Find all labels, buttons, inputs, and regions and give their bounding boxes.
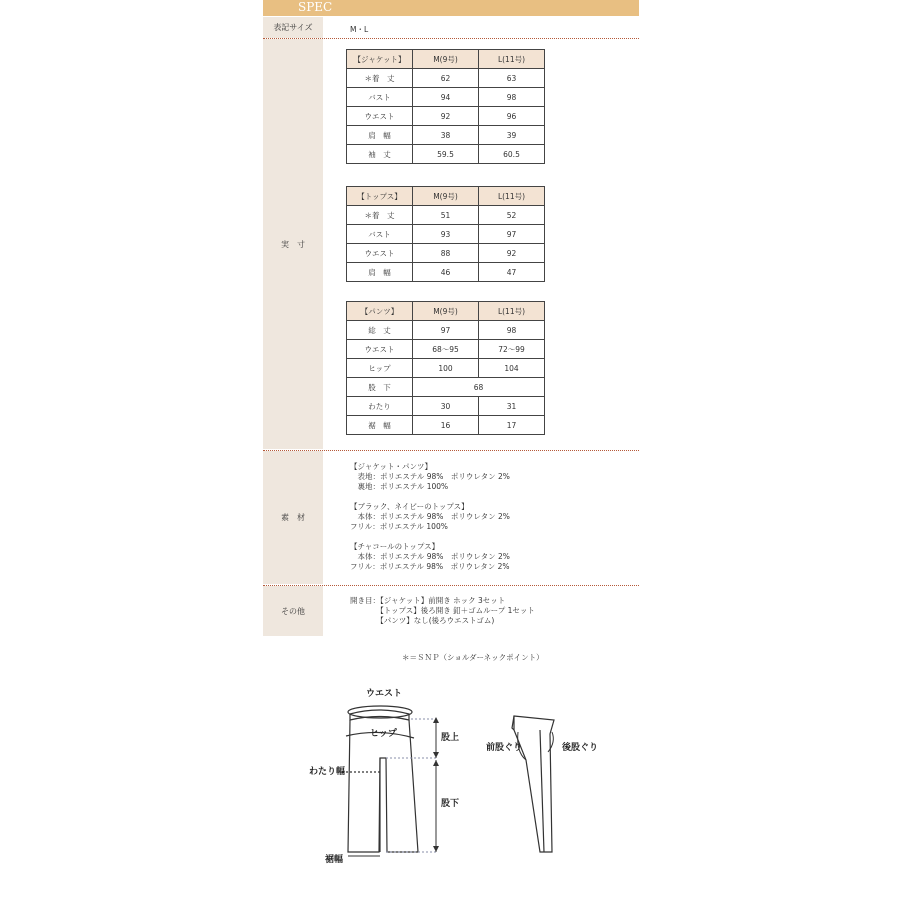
front-rise-label: 前股ぐり <box>486 743 523 753</box>
cell-m: 46 <box>413 263 479 282</box>
cell-m: 30 <box>413 397 479 416</box>
cell-m: 62 <box>413 69 479 88</box>
spec-header-bar <box>263 0 639 16</box>
cell-l: 31 <box>479 397 545 416</box>
cell-m: 51 <box>413 206 479 225</box>
table-row <box>347 225 545 244</box>
table-row <box>347 321 545 340</box>
cell-m: 92 <box>413 107 479 126</box>
row-label: ウエスト <box>347 107 413 126</box>
table-row <box>347 263 545 282</box>
cell-l: 98 <box>479 88 545 107</box>
material-label: 素 材 <box>263 451 323 584</box>
cell-l: 97 <box>479 225 545 244</box>
table-header-cell: M(9号) <box>413 302 479 321</box>
row-label: ＊着 丈 <box>347 206 413 225</box>
table-row <box>347 126 545 145</box>
cell-l: 104 <box>479 359 545 378</box>
cell-l: 47 <box>479 263 545 282</box>
tops-table <box>346 186 545 282</box>
cell-l: 63 <box>479 69 545 88</box>
table-row <box>347 88 545 107</box>
hem-label: 裾幅 <box>325 855 344 865</box>
table-row <box>347 145 545 164</box>
cell-m: 16 <box>413 416 479 435</box>
table-row <box>347 416 545 435</box>
row-label: バスト <box>347 225 413 244</box>
measure-label: 実 寸 <box>263 39 323 449</box>
row-label: わたり <box>347 397 413 416</box>
cell-m: 94 <box>413 88 479 107</box>
cell-l: 39 <box>479 126 545 145</box>
snp-note: ＊＝ＳＮＰ（ショルダーネックポイント） <box>402 653 544 662</box>
row-label: 裾 幅 <box>347 416 413 435</box>
row-label: 総 丈 <box>347 321 413 340</box>
cell-m: 38 <box>413 126 479 145</box>
table-header-cell: 【ジャケット】 <box>347 50 413 69</box>
table-header-cell: M(9号) <box>413 187 479 206</box>
cell-l: 52 <box>479 206 545 225</box>
table-header-cell: 【トップス】 <box>347 187 413 206</box>
size-label: 表記サイズ <box>263 17 323 38</box>
pants-table <box>346 301 545 435</box>
cell-m: 88 <box>413 244 479 263</box>
row-label: ウエスト <box>347 244 413 263</box>
table-row <box>347 340 545 359</box>
rise-label: 股上 <box>441 733 460 743</box>
hip-label: ヒップ <box>370 729 397 739</box>
cell-l: 17 <box>479 416 545 435</box>
material-text: 【ジャケット・パンツ】 表地：ポリエステル 98% ポリウレタン 2% 裏地：ポリエステル 100% 【ブラック、ネイビーのトップス】 本体：ポリエステル 98% ポリウレタン 2% フリル：ポリエステル 100% 【チャコールのトップス】 本体：ポリエステル 98% ポリウレタン 2% フリル：ポリエステル 98% ポリウレタン 2% <box>350 462 510 571</box>
inseam-label: 股下 <box>441 799 460 809</box>
table-header-cell: L(11号) <box>479 187 545 206</box>
row-label: 肩 幅 <box>347 263 413 282</box>
cell-m: 97 <box>413 321 479 340</box>
cell-m: 68～95 <box>413 340 479 359</box>
back-rise-label: 後股ぐり <box>562 743 599 753</box>
other-text: 開き目：【ジャケット】前開き ホック 3セット 【トップス】後ろ開き 釦＋ゴムループ 1セット 【パンツ】なし(後ろウエストゴム) <box>350 596 535 625</box>
row-label: 肩 幅 <box>347 126 413 145</box>
table-header-cell: L(11号) <box>479 302 545 321</box>
cell-l: 72～99 <box>479 340 545 359</box>
table-row <box>347 359 545 378</box>
cell-m: 100 <box>413 359 479 378</box>
cell-merged: 68 <box>413 378 545 397</box>
table-row <box>347 107 545 126</box>
table-row <box>347 244 545 263</box>
row-label: ウエスト <box>347 340 413 359</box>
cell-l: 60.5 <box>479 145 545 164</box>
cell-l: 92 <box>479 244 545 263</box>
row-label: 袖 丈 <box>347 145 413 164</box>
table-header-cell: M(9号) <box>413 50 479 69</box>
table-header-cell: 【パンツ】 <box>347 302 413 321</box>
jacket-table <box>346 49 545 164</box>
spec-title: SPEC <box>298 0 333 14</box>
table-row <box>347 206 545 225</box>
cell-l: 96 <box>479 107 545 126</box>
size-value: M・L <box>350 25 369 34</box>
row-label: ＊着 丈 <box>347 69 413 88</box>
row-label: バスト <box>347 88 413 107</box>
table-row <box>347 397 545 416</box>
row-label: 股 下 <box>347 378 413 397</box>
cell-m: 59.5 <box>413 145 479 164</box>
row-label: ヒップ <box>347 359 413 378</box>
thigh-label: わたり幅 <box>309 767 346 777</box>
waist-label: ウエスト <box>366 689 403 699</box>
table-row <box>347 378 545 397</box>
cell-m: 93 <box>413 225 479 244</box>
other-label: その他 <box>263 586 323 636</box>
cell-l: 98 <box>479 321 545 340</box>
table-header-cell: L(11号) <box>479 50 545 69</box>
table-row <box>347 69 545 88</box>
pants-diagram <box>300 680 620 870</box>
